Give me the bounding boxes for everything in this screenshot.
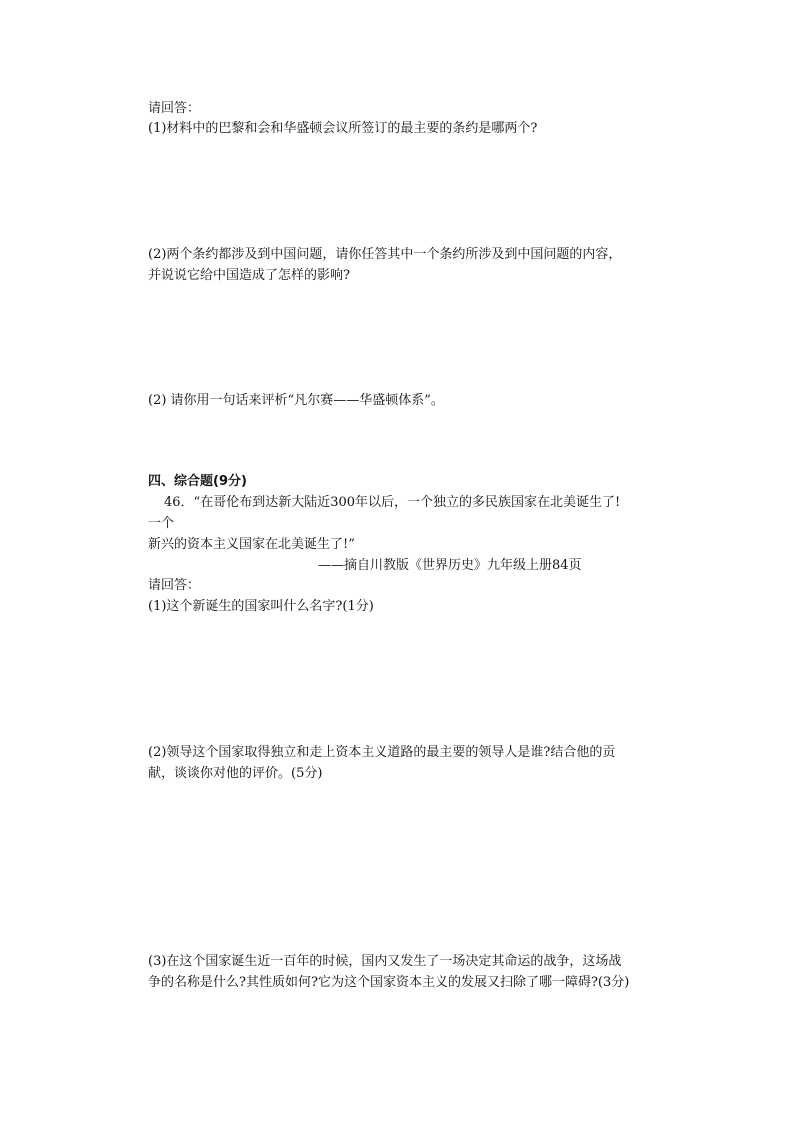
- question-46-1-country-name: (1)这个新诞生的国家叫什么名字?(1分): [148, 599, 374, 614]
- question-46-3-war-line1: (3)在这个国家诞生近一百年的时候，国内又发生了一场决定其命运的战争，这场战: [148, 954, 622, 969]
- question-46-quote-line2: 一个: [148, 516, 175, 531]
- question-2-treaty-content-line1: (2)两个条约都涉及到中国问题，请你任答其中一个条约所涉及到中国问题的内容，: [148, 247, 622, 262]
- question-2-treaty-content-line2: 并说说它给中国造成了怎样的影响?: [148, 268, 350, 283]
- question-2-versailles-washington: (2) 请你用一句话来评析“凡尔赛——华盛顿体系”。: [148, 393, 444, 408]
- question-46-2-leader-line1: (2)领导这个国家取得独立和走上资本主义道路的最主要的领导人是谁?结合他的贡: [148, 745, 616, 760]
- prompt-please-answer-2: 请回答：: [148, 578, 201, 593]
- section-heading-comprehensive: 四、综合题(9分): [148, 474, 247, 489]
- prompt-please-answer-1: 请回答：: [148, 101, 201, 116]
- question-46-quote-line3: 新兴的资本主义国家在北美诞生了!”: [148, 537, 355, 552]
- question-46-quote-line1: 46．“在哥伦布到达新大陆近300年以后，一个独立的多民族国家在北美诞生了!: [164, 495, 621, 510]
- question-46-2-leader-line2: 献，谈谈你对他的评价。(5分): [148, 766, 323, 781]
- question-46-3-war-line2: 争的名称是什么?其性质如何?它为这个国家资本主义的发展又扫除了哪一障碍?(3分): [148, 975, 630, 990]
- question-1-treaties: (1)材料中的巴黎和会和华盛顿会议所签订的最主要的条约是哪两个?: [148, 121, 538, 136]
- quote-source: ——摘自川教版《世界历史》九年级上册84页: [318, 558, 582, 573]
